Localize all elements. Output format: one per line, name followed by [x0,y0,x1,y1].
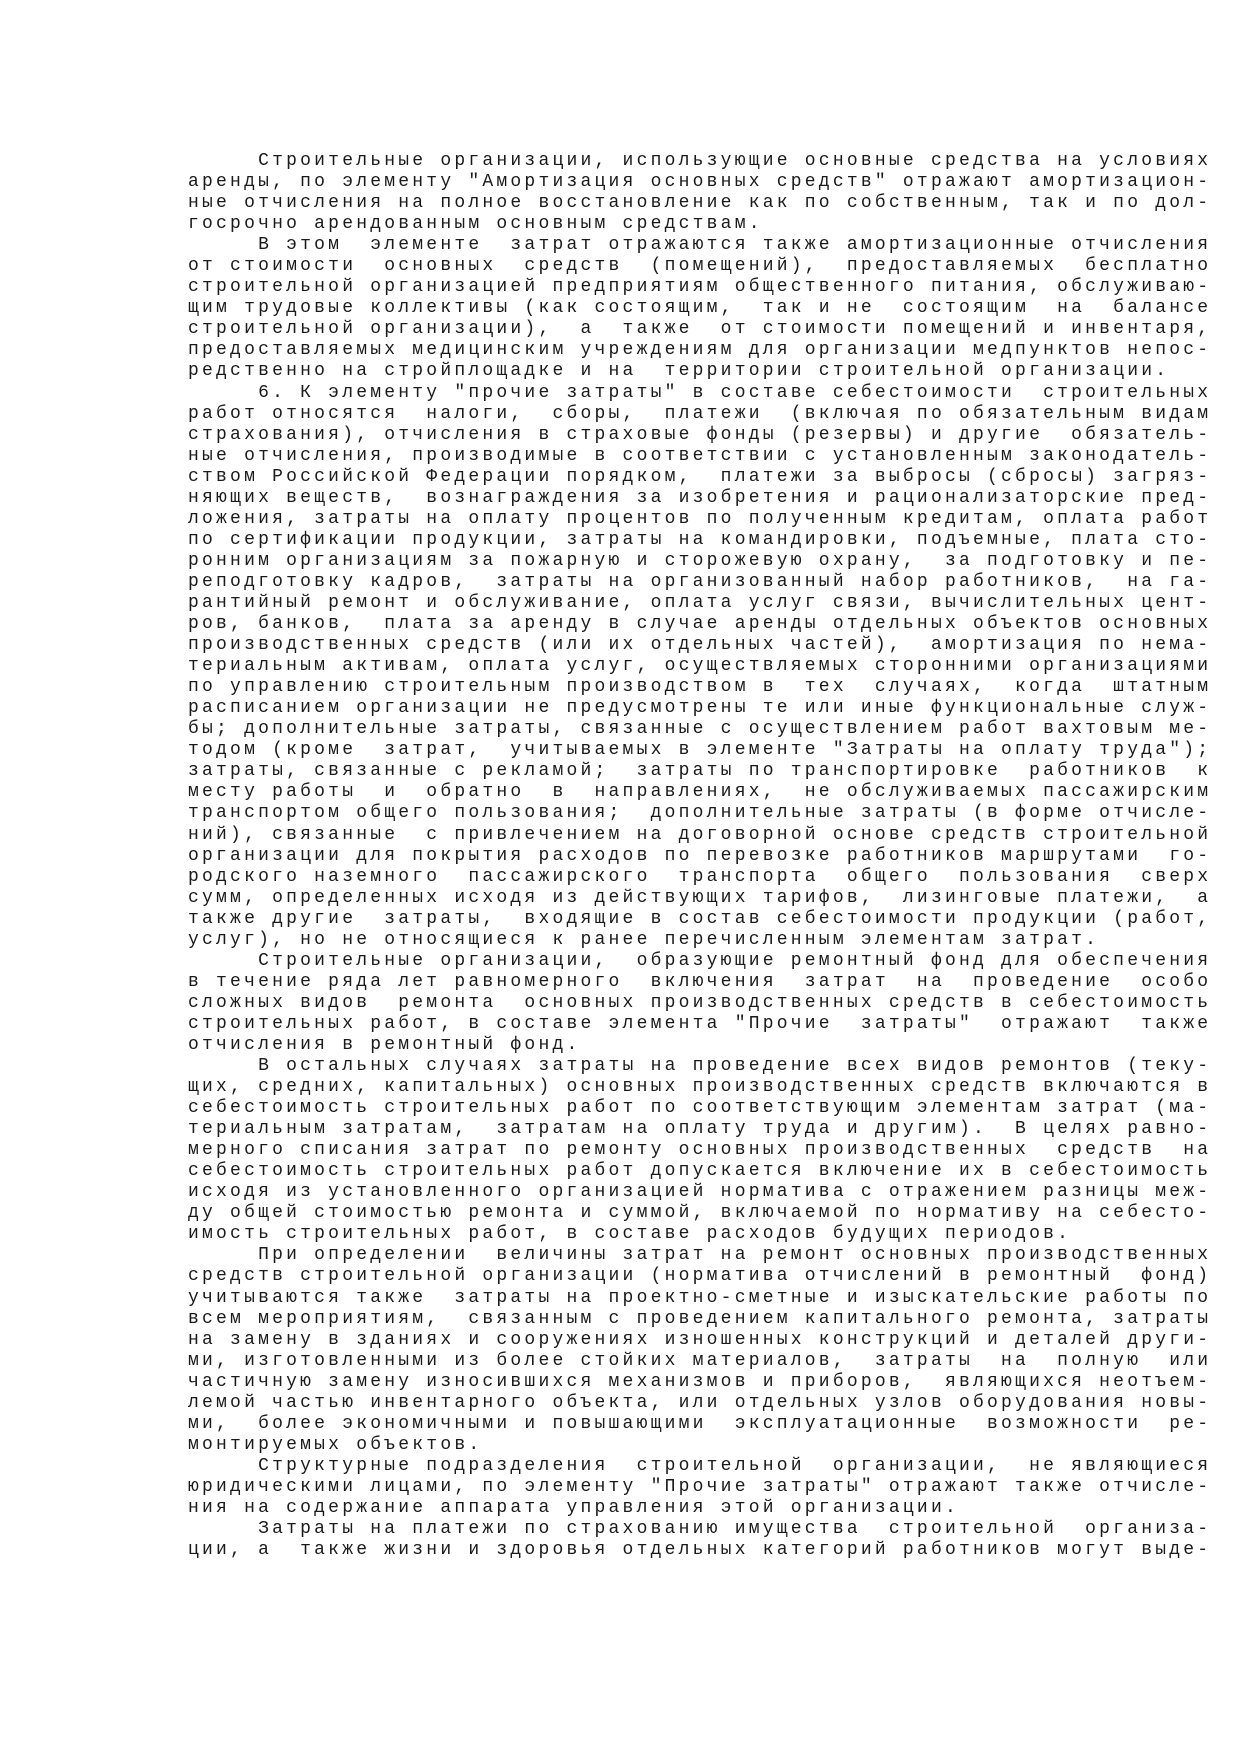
text-line: строительных работ, в составе элемента "Прочие затраты" отражают также [188,1013,1212,1034]
text-line: Строительные организации, использующие основные средства на условиях [188,151,1212,171]
text-line: ду общей стоимостью ремонта и суммой, включаемой по нормативу на себесто- [188,1203,1212,1224]
text-line: бы; дополнительные затраты, связанные с осуществлением работ вахтовым ме- [188,719,1212,740]
text-line: отчисления в ремонтный фонд. [188,1034,581,1055]
text-line: териальным активам, оплата услуг, осуществляемых сторонними организациями [188,656,1212,677]
text-line: лемой частью инвентарного объекта, или отдельных узлов оборудования новы- [188,1392,1212,1413]
text-line: по управлению строительным производством в тех случаях, когда штатным [188,677,1212,698]
text-line: Затраты на платежи по страхованию имущества строительной организа- [188,1519,1212,1540]
text-line: ложения, затраты на оплату процентов по полученным кредитам, оплата работ [188,508,1212,529]
text-line: организации для покрытия расходов по перевозке работников маршрутами го- [188,845,1212,866]
text-line: Строительные организации, образующие ремонтный фонд для обеспечения [188,950,1212,971]
text-line: щим трудовые коллективы (как состоящим, так и не состоящим на балансе [188,298,1212,319]
text-line: ний), связанные с привлечением на договорной основе средств строительной [188,824,1212,845]
text-line: ции, а также жизни и здоровья отдельных категорий работников могут выде- [188,1540,1212,1561]
text-line: редственно на стройплощадке и на территории строительной организации. [188,361,1170,382]
text-line: ронним организациям за пожарную и сторожевую охрану, за подготовку и пе- [188,550,1212,571]
text-line: В остальных случаях затраты на проведение всех видов ремонтов (теку- [188,1056,1212,1077]
text-line: госрочно арендованным основным средствам. [188,214,763,235]
text-line: имость строительных работ, в составе расходов будущих периодов. [188,1224,1072,1245]
document-body-text [188,151,1211,1561]
text-line: ные отчисления, производимые в соответствии с установленным законодатель- [188,445,1212,466]
text-line: ров, банков, плата за аренду в случае аренды отдельных объектов основных [188,614,1212,635]
text-line: сложных видов ремонта основных производственных средств в себестоимость [188,992,1212,1013]
text-line: предоставляемых медицинским учреждениям для организации медпунктов непос- [188,340,1212,361]
text-line: В этом элементе затрат отражаются также амортизационные отчисления [188,235,1212,256]
text-line: При определении величины затрат на ремонт основных производственных [188,1245,1212,1266]
text-line: средств строительной организации (норматива отчислений в ремонтный фонд) [188,1266,1212,1287]
text-line: всем мероприятиям, связанным с проведением капитального ремонта, затраты [188,1308,1212,1329]
text-line: ми, более экономичными и повышающими эксплуатационные возможности ре- [188,1413,1212,1434]
text-line: исходя из установленного организацией норматива с отражением разницы меж- [188,1182,1212,1203]
text-line: частичную замену износившихся механизмов и приборов, являющихся неотъем- [188,1371,1212,1392]
text-line: ством Российской Федерации порядком, платежи за выбросы (сбросы) загряз- [188,466,1212,487]
text-line: себестоимость строительных работ допускается включение их в себестоимость [188,1161,1212,1182]
text-line: ми, изготовленными из более стойких материалов, затраты на полную или [188,1350,1212,1371]
text-line: монтируемых объектов. [188,1434,483,1455]
text-line: Структурные подразделения строительной организации, не являющиеся [188,1455,1212,1476]
text-line: месту работы и обратно в направлениях, не обслуживаемых пассажирским [188,782,1212,803]
text-line: мерного списания затрат по ремонту основных производственных средств на [188,1140,1212,1161]
text-line: ния на содержание аппарата управления этой организации. [188,1498,959,1518]
text-line: затраты, связанные с рекламой; затраты по транспортировке работников к [188,761,1212,782]
text-line: производственных средств (или их отдельных частей), амортизация по нема- [188,635,1212,656]
text-line: щих, средних, капитальных) основных производственных средств включаются в [188,1077,1212,1098]
text-line: строительной организацией предприятиям общественного питания, обслуживаю- [188,277,1212,298]
text-line: юридическими лицами, по элементу "Прочие затраты" отражают также отчисле- [188,1476,1212,1497]
text-line: по сертификации продукции, затраты на командировки, подъемные, плата сто- [188,529,1212,550]
text-line: себестоимость строительных работ по соответствующим элементам затрат (ма- [188,1098,1212,1119]
text-line: строительной организации), а также от стоимости помещений и инвентаря, [188,319,1212,340]
text-line: териальным затратам, затратам на оплату труда и другим). В целях равно- [188,1119,1212,1140]
text-line: транспортом общего пользования; дополнительные затраты (в форме отчисле- [188,803,1212,824]
text-line: тодом (кроме затрат, учитываемых в элементе "Затраты на оплату труда"); [188,740,1212,761]
text-line: няющих веществ, вознаграждения за изобретения и рационализаторские пред- [188,487,1212,508]
text-line: аренды, по элементу "Амортизация основных средств" отражают амортизацион- [188,172,1212,193]
text-line: работ относятся налоги, сборы, платежи (включая по обязательным видам [188,403,1212,424]
text-line: также другие затраты, входящие в состав себестоимости продукции (работ, [188,908,1212,929]
text-line: расписанием организации не предусмотрены те или иные функциональные служ- [188,698,1212,719]
text-line: рантийный ремонт и обслуживание, оплата услуг связи, вычислительных цент- [188,592,1212,613]
text-line: услуг), но не относящиеся к ранее перечисленным элементам затрат. [188,929,1100,950]
text-line: 6. К элементу "прочие затраты" в составе себестоимости строительных [188,382,1212,403]
text-line: страхования), отчисления в страховые фонды (резервы) и другие обязатель- [188,424,1212,445]
text-line: родского наземного пассажирского транспорта общего пользования сверх [188,866,1212,887]
text-line: сумм, определенных исходя из действующих тарифов, лизинговые платежи, а [188,887,1212,908]
text-line: в течение ряда лет равномерного включения затрат на проведение особо [188,971,1212,992]
text-line: реподготовку кадров, затраты на организованный набор работников, на га- [188,571,1212,592]
text-line: на замену в зданиях и сооружениях изношенных конструкций и деталей други- [188,1329,1212,1350]
text-line: от стоимости основных средств (помещений), предоставляемых бесплатно [188,256,1212,277]
text-line: ные отчисления на полное восстановление как по собственным, так и по дол- [188,193,1212,214]
text-line: учитываются также затраты на проектно-сметные и изыскательские работы по [188,1287,1212,1308]
